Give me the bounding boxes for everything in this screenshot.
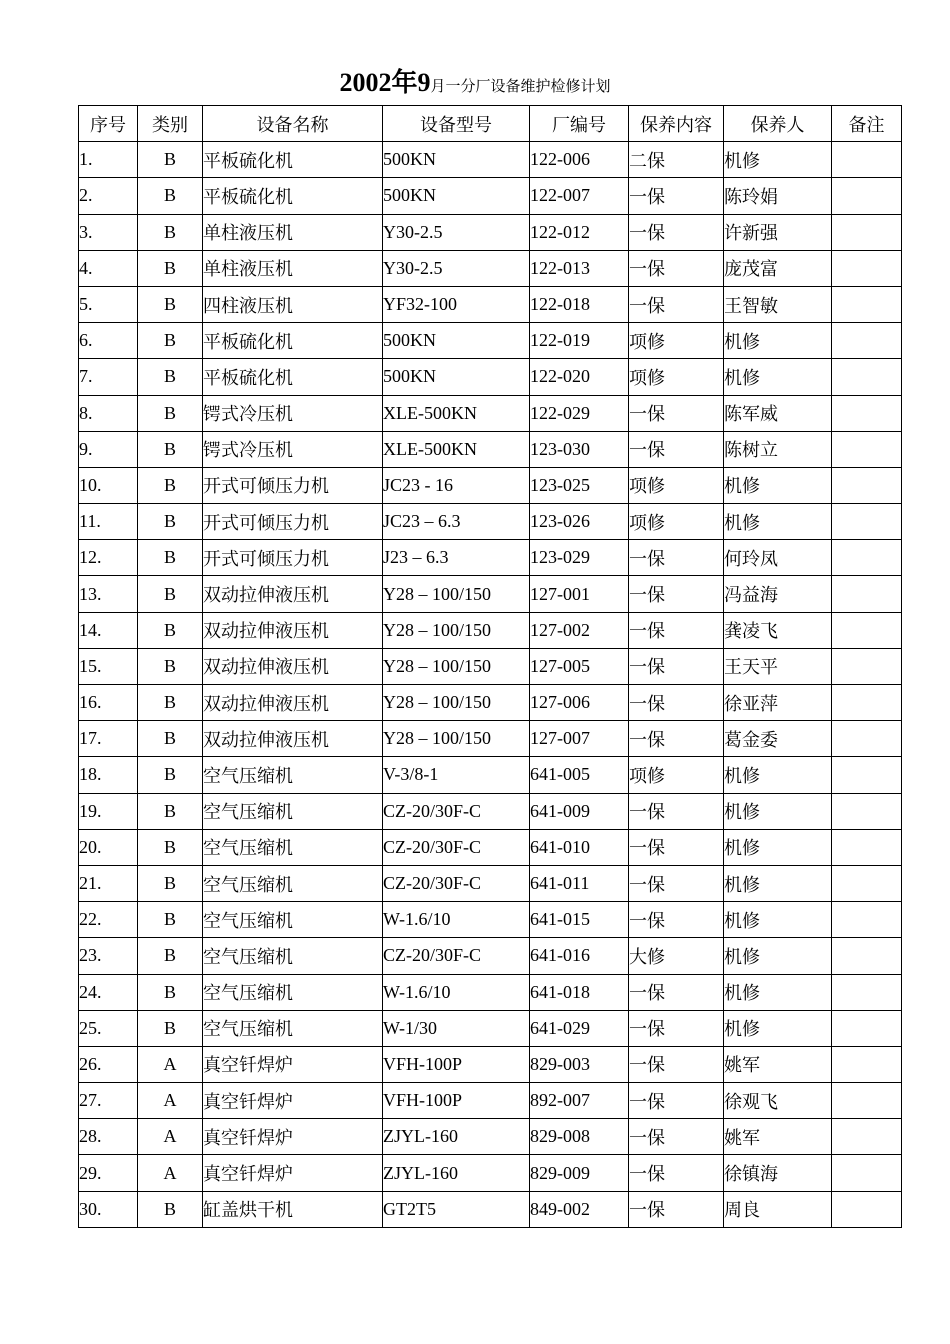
seq-cell: 26. [79,1046,138,1082]
seq-cell: 14. [79,612,138,648]
seq-cell: 7. [79,359,138,395]
equipment-name-cell: 真空钎焊炉 [203,1119,383,1155]
seq-cell: 11. [79,504,138,540]
seq-cell: 25. [79,1010,138,1046]
model-cell: W-1.6/10 [383,902,530,938]
title-rest: 月一分厂设备维护检修计划 [430,79,611,95]
table-body [79,142,902,1228]
maintenance-content-cell: 一保 [629,395,724,431]
maintenance-content-cell: 一保 [629,793,724,829]
factory-number-cell: 127-002 [530,612,629,648]
factory-number-cell: 127-006 [530,685,629,721]
maintainer-cell: 冯益海 [724,576,832,612]
maintenance-content-cell: 项修 [629,359,724,395]
maintainer-cell: 机修 [724,938,832,974]
remarks-cell [832,938,902,974]
maintenance-content-cell: 项修 [629,323,724,359]
category-cell: B [138,359,203,395]
seq-cell: 2. [79,178,138,214]
maintainer-cell: 姚军 [724,1046,832,1082]
maintainer-cell: 何玲凤 [724,540,832,576]
category-cell: B [138,178,203,214]
equipment-name-cell: 空气压缩机 [203,974,383,1010]
remarks-cell [832,865,902,901]
model-cell: Y28 – 100/150 [383,648,530,684]
maintenance-content-cell: 一保 [629,865,724,901]
maintainer-cell: 徐亚萍 [724,685,832,721]
model-cell: W-1.6/10 [383,974,530,1010]
maintainer-cell: 机修 [724,902,832,938]
category-cell: B [138,431,203,467]
maintenance-content-cell: 一保 [629,178,724,214]
title-month: 9 [417,68,431,97]
maintenance-content-cell: 一保 [629,612,724,648]
factory-number-cell: 122-020 [530,359,629,395]
remarks-cell [832,1191,902,1227]
remarks-cell [832,721,902,757]
table-row [79,504,902,540]
maintainer-cell: 机修 [724,142,832,178]
equipment-name-cell: 双动拉伸液压机 [203,612,383,648]
equipment-name-cell: 空气压缩机 [203,865,383,901]
factory-number-cell: 892-007 [530,1083,629,1119]
table-row [79,721,902,757]
maintenance-content-cell: 一保 [629,721,724,757]
seq-cell: 27. [79,1083,138,1119]
seq-cell: 21. [79,865,138,901]
equipment-name-cell: 真空钎焊炉 [203,1083,383,1119]
remarks-cell [832,178,902,214]
seq-cell: 12. [79,540,138,576]
remarks-cell [832,1119,902,1155]
model-cell: 500KN [383,323,530,359]
equipment-name-cell: 双动拉伸液压机 [203,648,383,684]
equipment-name-cell: 开式可倾压力机 [203,540,383,576]
maintainer-cell: 龚凌飞 [724,612,832,648]
remarks-cell [832,540,902,576]
maintainer-cell: 机修 [724,1010,832,1046]
remarks-cell [832,467,902,503]
remarks-cell [832,504,902,540]
factory-number-cell: 641-010 [530,829,629,865]
table-row [79,757,902,793]
remarks-cell [832,576,902,612]
model-cell: CZ-20/30F-C [383,865,530,901]
seq-cell: 24. [79,974,138,1010]
table-row [79,1191,902,1227]
factory-number-cell: 829-008 [530,1119,629,1155]
maintenance-content-cell: 一保 [629,1155,724,1191]
equipment-name-cell: 缸盖烘干机 [203,1191,383,1227]
header-category: 类别 [138,106,203,142]
seq-cell: 1. [79,142,138,178]
table-row [79,612,902,648]
maintenance-content-cell: 一保 [629,902,724,938]
maintenance-content-cell: 项修 [629,504,724,540]
maintenance-content-cell: 一保 [629,1191,724,1227]
maintenance-content-cell: 项修 [629,757,724,793]
maintenance-content-cell: 一保 [629,1083,724,1119]
factory-number-cell: 641-011 [530,865,629,901]
category-cell: B [138,250,203,286]
equipment-name-cell: 空气压缩机 [203,902,383,938]
model-cell: ZJYL-160 [383,1155,530,1191]
model-cell: Y30-2.5 [383,214,530,250]
table-row [79,902,902,938]
factory-number-cell: 641-005 [530,757,629,793]
remarks-cell [832,685,902,721]
maintainer-cell: 机修 [724,504,832,540]
maintenance-content-cell: 一保 [629,250,724,286]
model-cell: XLE-500KN [383,395,530,431]
category-cell: B [138,865,203,901]
header-seq: 序号 [79,106,138,142]
category-cell: B [138,648,203,684]
seq-cell: 23. [79,938,138,974]
seq-cell: 5. [79,286,138,322]
factory-number-cell: 641-029 [530,1010,629,1046]
maintainer-cell: 机修 [724,757,832,793]
category-cell: B [138,1010,203,1046]
table-row [79,576,902,612]
maintainer-cell: 机修 [724,829,832,865]
remarks-cell [832,829,902,865]
equipment-name-cell: 开式可倾压力机 [203,504,383,540]
factory-number-cell: 641-015 [530,902,629,938]
table-row [79,648,902,684]
model-cell: 500KN [383,142,530,178]
factory-number-cell: 641-018 [530,974,629,1010]
maintainer-cell: 机修 [724,323,832,359]
equipment-name-cell: 真空钎焊炉 [203,1046,383,1082]
category-cell: A [138,1046,203,1082]
maintainer-cell: 机修 [724,467,832,503]
category-cell: B [138,540,203,576]
remarks-cell [832,431,902,467]
equipment-name-cell: 平板硫化机 [203,323,383,359]
equipment-name-cell: 空气压缩机 [203,938,383,974]
model-cell: W-1/30 [383,1010,530,1046]
table-row [79,359,902,395]
table-row [79,685,902,721]
category-cell: B [138,612,203,648]
factory-number-cell: 122-006 [530,142,629,178]
table-row [79,395,902,431]
remarks-cell [832,1046,902,1082]
title-year: 2002 [339,68,392,97]
equipment-name-cell: 空气压缩机 [203,757,383,793]
category-cell: B [138,467,203,503]
equipment-name-cell: 开式可倾压力机 [203,467,383,503]
table-row [79,938,902,974]
header-equipment-name: 设备名称 [203,106,383,142]
maintenance-content-cell: 项修 [629,467,724,503]
maintainer-cell: 机修 [724,974,832,1010]
maintainer-cell: 姚军 [724,1119,832,1155]
factory-number-cell: 123-025 [530,467,629,503]
model-cell: XLE-500KN [383,431,530,467]
maintenance-content-cell: 一保 [629,1046,724,1082]
remarks-cell [832,1010,902,1046]
table-row [79,142,902,178]
category-cell: B [138,286,203,322]
equipment-name-cell: 双动拉伸液压机 [203,576,383,612]
equipment-name-cell: 真空钎焊炉 [203,1155,383,1191]
remarks-cell [832,395,902,431]
maintainer-cell: 王天平 [724,648,832,684]
model-cell: GT2T5 [383,1191,530,1227]
maintenance-content-cell: 一保 [629,214,724,250]
model-cell: JC23 – 6.3 [383,504,530,540]
table-row [79,1046,902,1082]
maintenance-content-cell: 一保 [629,1119,724,1155]
factory-number-cell: 829-009 [530,1155,629,1191]
table-row [79,467,902,503]
model-cell: JC23 - 16 [383,467,530,503]
maintenance-content-cell: 一保 [629,685,724,721]
seq-cell: 18. [79,757,138,793]
factory-number-cell: 641-009 [530,793,629,829]
equipment-name-cell: 空气压缩机 [203,793,383,829]
remarks-cell [832,359,902,395]
model-cell: CZ-20/30F-C [383,938,530,974]
category-cell: B [138,323,203,359]
category-cell: B [138,793,203,829]
factory-number-cell: 127-007 [530,721,629,757]
equipment-name-cell: 单柱液压机 [203,250,383,286]
table-row [79,865,902,901]
maintainer-cell: 陈军威 [724,395,832,431]
model-cell: Y28 – 100/150 [383,721,530,757]
model-cell: J23 – 6.3 [383,540,530,576]
seq-cell: 16. [79,685,138,721]
title-year-char: 年 [391,68,418,97]
model-cell: V-3/8-1 [383,757,530,793]
equipment-name-cell: 锷式冷压机 [203,395,383,431]
remarks-cell [832,793,902,829]
table-row [79,974,902,1010]
model-cell: Y28 – 100/150 [383,576,530,612]
category-cell: B [138,214,203,250]
seq-cell: 15. [79,648,138,684]
remarks-cell [832,612,902,648]
seq-cell: 19. [79,793,138,829]
remarks-cell [832,902,902,938]
equipment-name-cell: 平板硫化机 [203,178,383,214]
header-remarks: 备注 [832,106,902,142]
factory-number-cell: 122-029 [530,395,629,431]
factory-number-cell: 122-007 [530,178,629,214]
maintenance-content-cell: 一保 [629,576,724,612]
factory-number-cell: 829-003 [530,1046,629,1082]
factory-number-cell: 122-018 [530,286,629,322]
model-cell: YF32-100 [383,286,530,322]
maintenance-content-cell: 一保 [629,648,724,684]
maintenance-content-cell: 一保 [629,431,724,467]
remarks-cell [832,1083,902,1119]
table-row [79,1155,902,1191]
equipment-name-cell: 双动拉伸液压机 [203,685,383,721]
maintainer-cell: 机修 [724,865,832,901]
model-cell: VFH-100P [383,1046,530,1082]
category-cell: B [138,829,203,865]
model-cell: CZ-20/30F-C [383,793,530,829]
table-row [79,540,902,576]
maintenance-content-cell: 一保 [629,974,724,1010]
table-row [79,1119,902,1155]
category-cell: B [138,685,203,721]
equipment-name-cell: 四柱液压机 [203,286,383,322]
equipment-name-cell: 空气压缩机 [203,829,383,865]
maintenance-content-cell: 大修 [629,938,724,974]
category-cell: B [138,902,203,938]
seq-cell: 10. [79,467,138,503]
category-cell: B [138,757,203,793]
category-cell: A [138,1083,203,1119]
model-cell: VFH-100P [383,1083,530,1119]
remarks-cell [832,648,902,684]
seq-cell: 3. [79,214,138,250]
maintainer-cell: 王智敏 [724,286,832,322]
model-cell: Y28 – 100/150 [383,612,530,648]
equipment-name-cell: 空气压缩机 [203,1010,383,1046]
factory-number-cell: 122-019 [530,323,629,359]
category-cell: B [138,142,203,178]
factory-number-cell: 123-030 [530,431,629,467]
header-model: 设备型号 [383,106,530,142]
factory-number-cell: 127-001 [530,576,629,612]
seq-cell: 6. [79,323,138,359]
header-maintenance-content: 保养内容 [629,106,724,142]
factory-number-cell: 127-005 [530,648,629,684]
maintainer-cell: 机修 [724,359,832,395]
category-cell: A [138,1119,203,1155]
category-cell: B [138,721,203,757]
maintainer-cell: 周良 [724,1191,832,1227]
table-row [79,1083,902,1119]
maintenance-content-cell: 一保 [629,1010,724,1046]
maintainer-cell: 陈树立 [724,431,832,467]
maintainer-cell: 机修 [724,793,832,829]
seq-cell: 29. [79,1155,138,1191]
remarks-cell [832,757,902,793]
table-row [79,323,902,359]
table-row [79,431,902,467]
model-cell: CZ-20/30F-C [383,829,530,865]
category-cell: B [138,938,203,974]
seq-cell: 13. [79,576,138,612]
seq-cell: 28. [79,1119,138,1155]
page-title [0,62,950,99]
table-row [79,178,902,214]
seq-cell: 30. [79,1191,138,1227]
remarks-cell [832,214,902,250]
remarks-cell [832,142,902,178]
seq-cell: 17. [79,721,138,757]
maintenance-plan-table [78,105,902,1228]
category-cell: B [138,1191,203,1227]
category-cell: A [138,1155,203,1191]
table-row [79,250,902,286]
seq-cell: 22. [79,902,138,938]
model-cell: 500KN [383,359,530,395]
category-cell: B [138,576,203,612]
model-cell: Y28 – 100/150 [383,685,530,721]
category-cell: B [138,504,203,540]
model-cell: ZJYL-160 [383,1119,530,1155]
seq-cell: 8. [79,395,138,431]
remarks-cell [832,250,902,286]
category-cell: B [138,395,203,431]
maintainer-cell: 庞茂富 [724,250,832,286]
table-header-row [79,106,902,142]
factory-number-cell: 123-026 [530,504,629,540]
factory-number-cell: 641-016 [530,938,629,974]
maintenance-content-cell: 一保 [629,540,724,576]
model-cell: Y30-2.5 [383,250,530,286]
remarks-cell [832,1155,902,1191]
factory-number-cell: 849-002 [530,1191,629,1227]
equipment-name-cell: 单柱液压机 [203,214,383,250]
factory-number-cell: 122-012 [530,214,629,250]
maintainer-cell: 陈玲娟 [724,178,832,214]
remarks-cell [832,323,902,359]
table-row [79,829,902,865]
table-row [79,793,902,829]
model-cell: 500KN [383,178,530,214]
factory-number-cell: 122-013 [530,250,629,286]
seq-cell: 9. [79,431,138,467]
maintenance-content-cell: 一保 [629,286,724,322]
maintainer-cell: 徐镇海 [724,1155,832,1191]
factory-number-cell: 123-029 [530,540,629,576]
category-cell: B [138,974,203,1010]
maintenance-content-cell: 一保 [629,829,724,865]
seq-cell: 4. [79,250,138,286]
equipment-name-cell: 双动拉伸液压机 [203,721,383,757]
maintainer-cell: 葛金委 [724,721,832,757]
table-row [79,1010,902,1046]
table-row [79,286,902,322]
remarks-cell [832,286,902,322]
remarks-cell [832,974,902,1010]
equipment-name-cell: 平板硫化机 [203,142,383,178]
seq-cell: 20. [79,829,138,865]
header-maintainer: 保养人 [724,106,832,142]
maintenance-content-cell: 二保 [629,142,724,178]
equipment-name-cell: 平板硫化机 [203,359,383,395]
equipment-name-cell: 锷式冷压机 [203,431,383,467]
table-row [79,214,902,250]
header-factory-number: 厂编号 [530,106,629,142]
maintainer-cell: 徐观飞 [724,1083,832,1119]
maintainer-cell: 许新强 [724,214,832,250]
